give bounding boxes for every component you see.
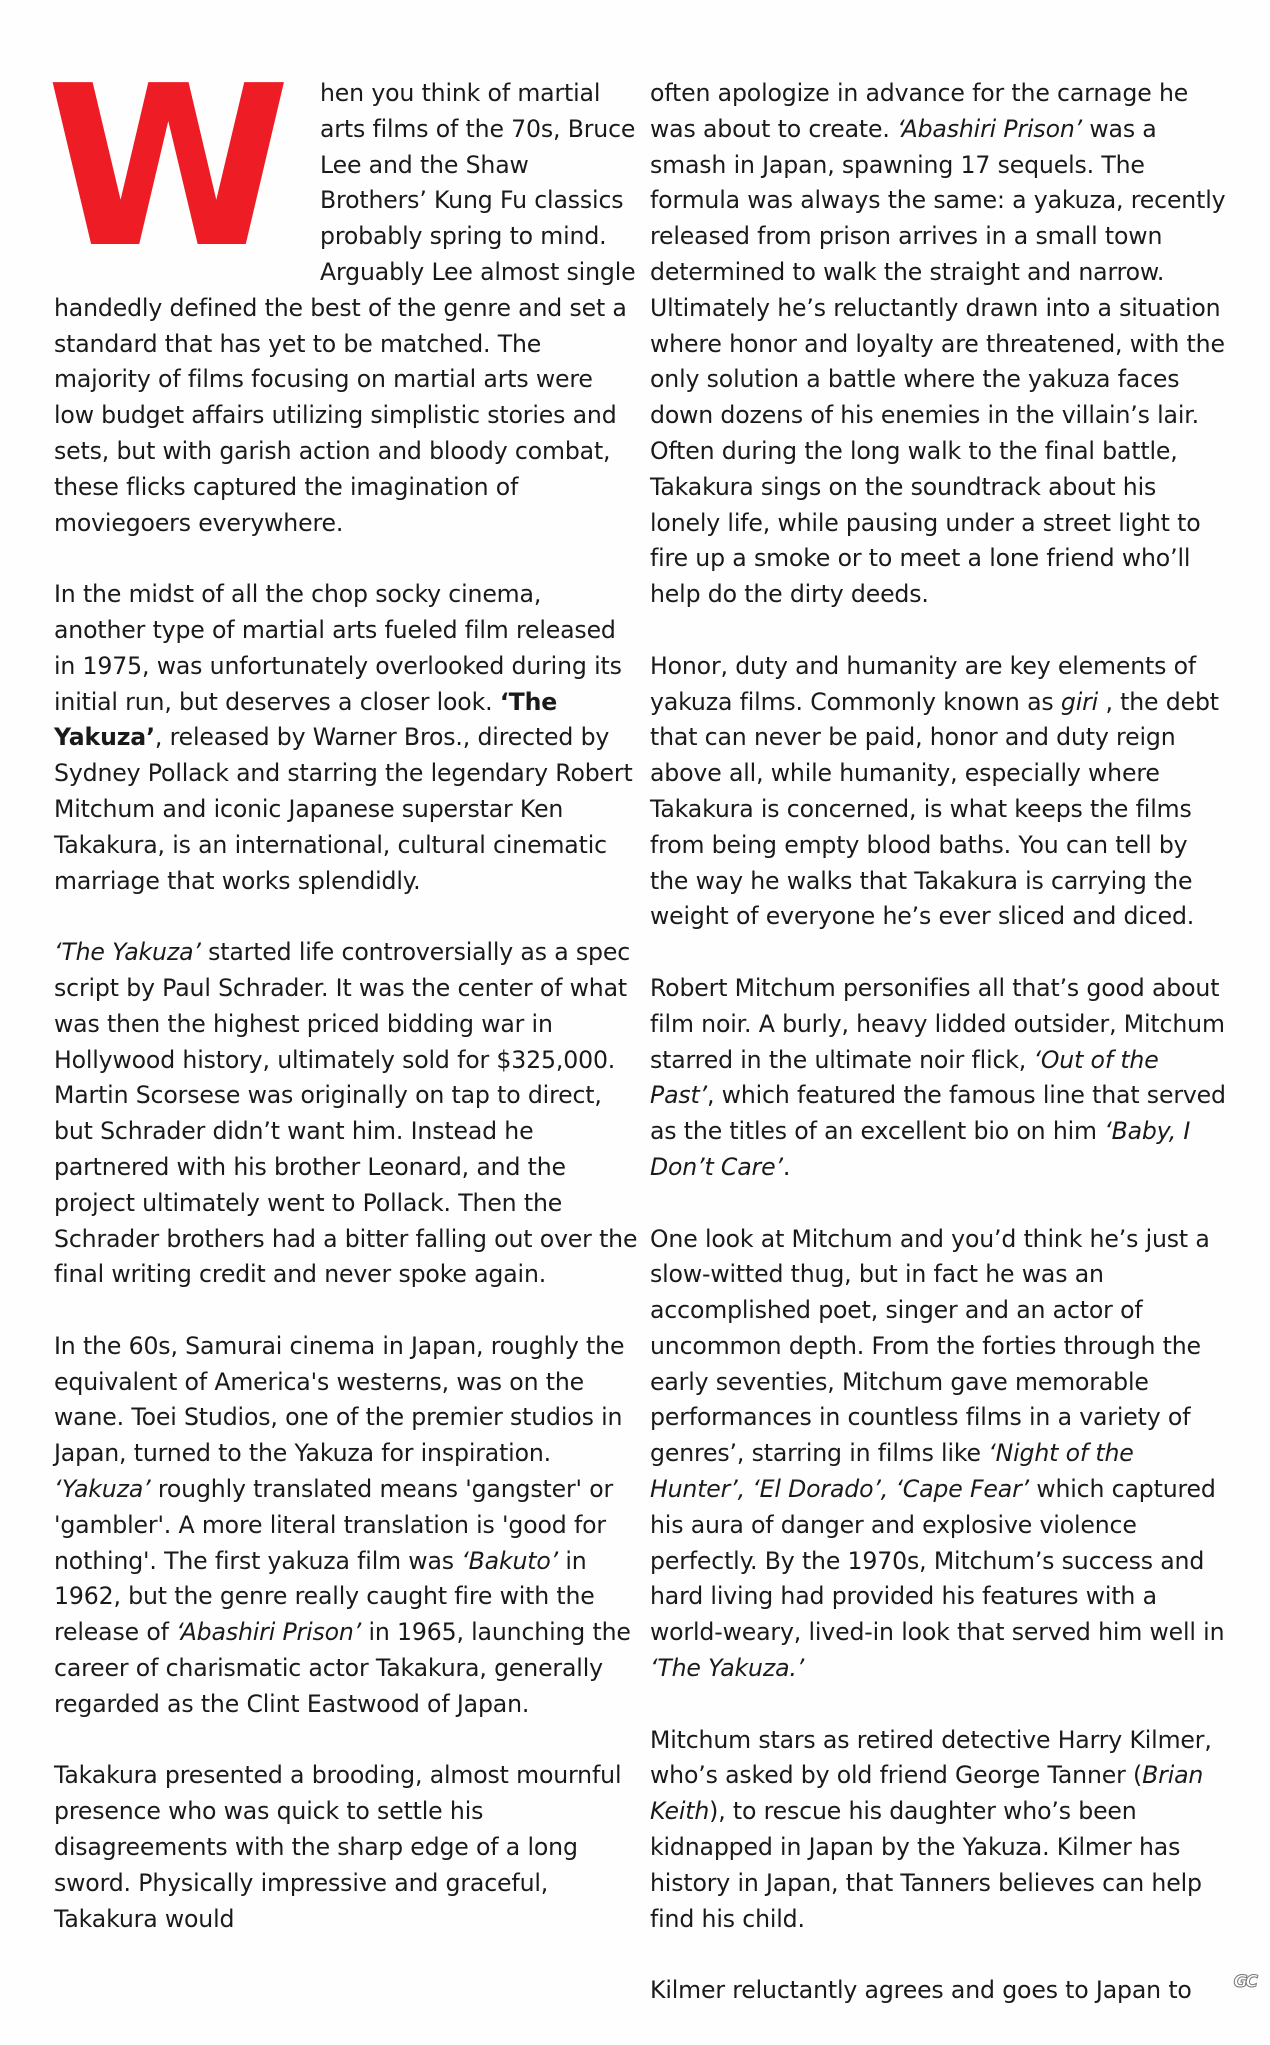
book-title-italic: ‘Baby, I Don’t Care’ bbox=[650, 1117, 1191, 1181]
text: One look at Mitchum and you’d think he’s just a slow-witted thug, but in fact he was an accomplished poet, singer and an actor of uncommon depth. From the forties through the early seventies, Mitchum gave memorable performances in countless films in a variety of genres’, starring in films like bbox=[650, 1224, 1210, 1468]
text: was a smash in Japan, spawning 17 sequels. The formula was always the same: a yakuza, recently released from prison arrives in a small town determined to walk the straight and narrow. Ultimately he’s reluctantly drawn into a situation where honor and loyalty are threatened, with the only solution a battle where the yakuza faces down dozens of his enemies in the villain’s lair. Often during the long walk to the final battle, Takakura sings on the soundtrack about his lonely life, while pausing under a street light to fire up a smoke or to meet a lone friend who’ll help do the dirty deeds. bbox=[650, 114, 1226, 609]
paragraph-script bbox=[54, 935, 639, 1293]
actor-name-italic: Brian Keith bbox=[650, 1761, 1204, 1826]
paragraph-honor bbox=[650, 649, 1230, 935]
text: In the midst of all the chop socky cinema, another type of martial arts fueled film released in 1975, was unfortunately overlooked during its initial run, but deserves a closer look. bbox=[54, 580, 622, 716]
film-title-italic: ‘The Yakuza.’ bbox=[650, 1654, 805, 1683]
intro-text: hen you think of martial arts films of the 70s, Bruce Lee and the Shaw Brothers’ Kung Fu classics probably spring to mind. Arguably Lee almost single handedly defined the best of the genre and set a standard that has yet to be matched. The majority of films focusing on martial arts were low budget affairs utilizing simplistic stories and sets, but with garish action and bloody combat, these flicks captured the imagination of moviegoers everywhere. bbox=[54, 79, 636, 537]
paragraph-mitchum-noir bbox=[650, 971, 1230, 1186]
film-titles-italic: ‘Night of the Hunter’, ‘El Dorado’, ‘Cape Fear’ bbox=[650, 1439, 1134, 1504]
text: started life controversially as a spec script by Paul Schrader. It was the center of what was then the highest priced bidding war in Hollywood history, ultimately sold for $325,000. Martin Scorsese was originally on tap to direct, but Schrader didn’t want him. Instead he partnered with his brother Leonard, and the project ultimately went to Pollack. Then the Schrader brothers had a bitter falling out over the final writing credit and never spoke again. bbox=[54, 938, 638, 1289]
paragraph-carnage bbox=[650, 76, 1230, 613]
text: Robert Mitchum personifies all that’s good about film noir. A burly, heavy lidded outsider, Mitchum starred in the ultimate noir flick, bbox=[650, 973, 1225, 1074]
text: Honor, duty and humanity are key elements of yakuza films. Commonly known as bbox=[650, 651, 1197, 716]
text: ), to rescue his daughter who’s been kidnapped in Japan by the Yakuza. Kilmer has history in Japan, that Tanners believes can help find his child. bbox=[650, 1797, 1202, 1933]
text: Kilmer reluctantly agrees and goes to Japan to bbox=[650, 1976, 1192, 2005]
text: , released by Warner Bros., directed by Sydney Pollack and starring the legendary Robert Mitchum and iconic Japanese superstar Ken Takakura, is an international, cultural cinematic marriage that works splendidly. bbox=[54, 723, 633, 895]
text: often apologize in advance for the carnage he was about to create. bbox=[650, 79, 1189, 143]
text: , the debt that can never be paid, honor and duty reign above all, while humanity, especially where Takakura is concerned, is what keeps the films from being empty blood baths. You can tell by the way he walks that Takakura is carrying the weight of everyone he’s ever sliced and diced. bbox=[650, 687, 1219, 931]
film-title-italic: ‘Abashiri Prison’ bbox=[897, 114, 1083, 143]
paragraph-takakura bbox=[54, 1758, 639, 1937]
paragraph-kilmer bbox=[650, 1723, 1230, 1938]
left-column bbox=[46, 39, 639, 1973]
text: Takakura presented a brooding, almost mournful presence who was quick to settle his disagreements with the sharp edge of a long sword. Physically impressive and graceful, Takakura would bbox=[54, 1761, 622, 1933]
paragraph-intro bbox=[46, 39, 639, 541]
film-title-italic: ‘Bakuto’ bbox=[461, 1546, 559, 1575]
film-title-italic: ‘Out of the Past’ bbox=[650, 1045, 1159, 1110]
film-title-italic: ‘Abashiri Prison’ bbox=[176, 1618, 362, 1647]
term-italic: ‘Yakuza’ bbox=[54, 1475, 151, 1504]
paragraph-japan bbox=[650, 1973, 1230, 2009]
text: roughly translated means 'gangster' or 'gambler'. A more literal translation is 'good for nothing'. The first yakuza film was bbox=[54, 1475, 614, 1575]
drop-cap: W bbox=[46, 39, 277, 297]
text: in 1965, launching the career of charismatic actor Takakura, generally regarded as the Clint Eastwood of Japan. bbox=[54, 1618, 631, 1718]
paragraph-overlooked bbox=[54, 577, 639, 899]
paragraph-mitchum-career bbox=[650, 1222, 1230, 1687]
text: . bbox=[782, 1152, 791, 1181]
film-title-italic: ‘The Yakuza’ bbox=[54, 938, 201, 967]
film-title-bold: ‘The Yakuza’ bbox=[54, 687, 558, 752]
text: , which featured the famous line that served as the titles of an excellent bio on him bbox=[650, 1081, 1226, 1146]
text: in 1962, but the genre really caught fire with the release of bbox=[54, 1546, 595, 1647]
term-italic: giri bbox=[1060, 687, 1099, 716]
corner-logo: GC bbox=[1233, 1972, 1256, 1992]
text: Mitchum stars as retired detective Harry Kilmer, who’s asked by old friend George Tanner ( bbox=[650, 1725, 1212, 1790]
text: which captured his aura of danger and explosive violence perfectly. By the 1970s, Mitchum’s success and hard living had provided his features with a world-weary, lived-in look that served him well in bbox=[650, 1475, 1225, 1647]
right-column bbox=[650, 76, 1230, 2045]
text: In the 60s, Samurai cinema in Japan, roughly the equivalent of America's westerns, was on the wane. Toei Studios, one of the premier studios in Japan, turned to the Yakuza for inspiration. bbox=[54, 1331, 625, 1468]
paragraph-samurai bbox=[54, 1329, 639, 1723]
